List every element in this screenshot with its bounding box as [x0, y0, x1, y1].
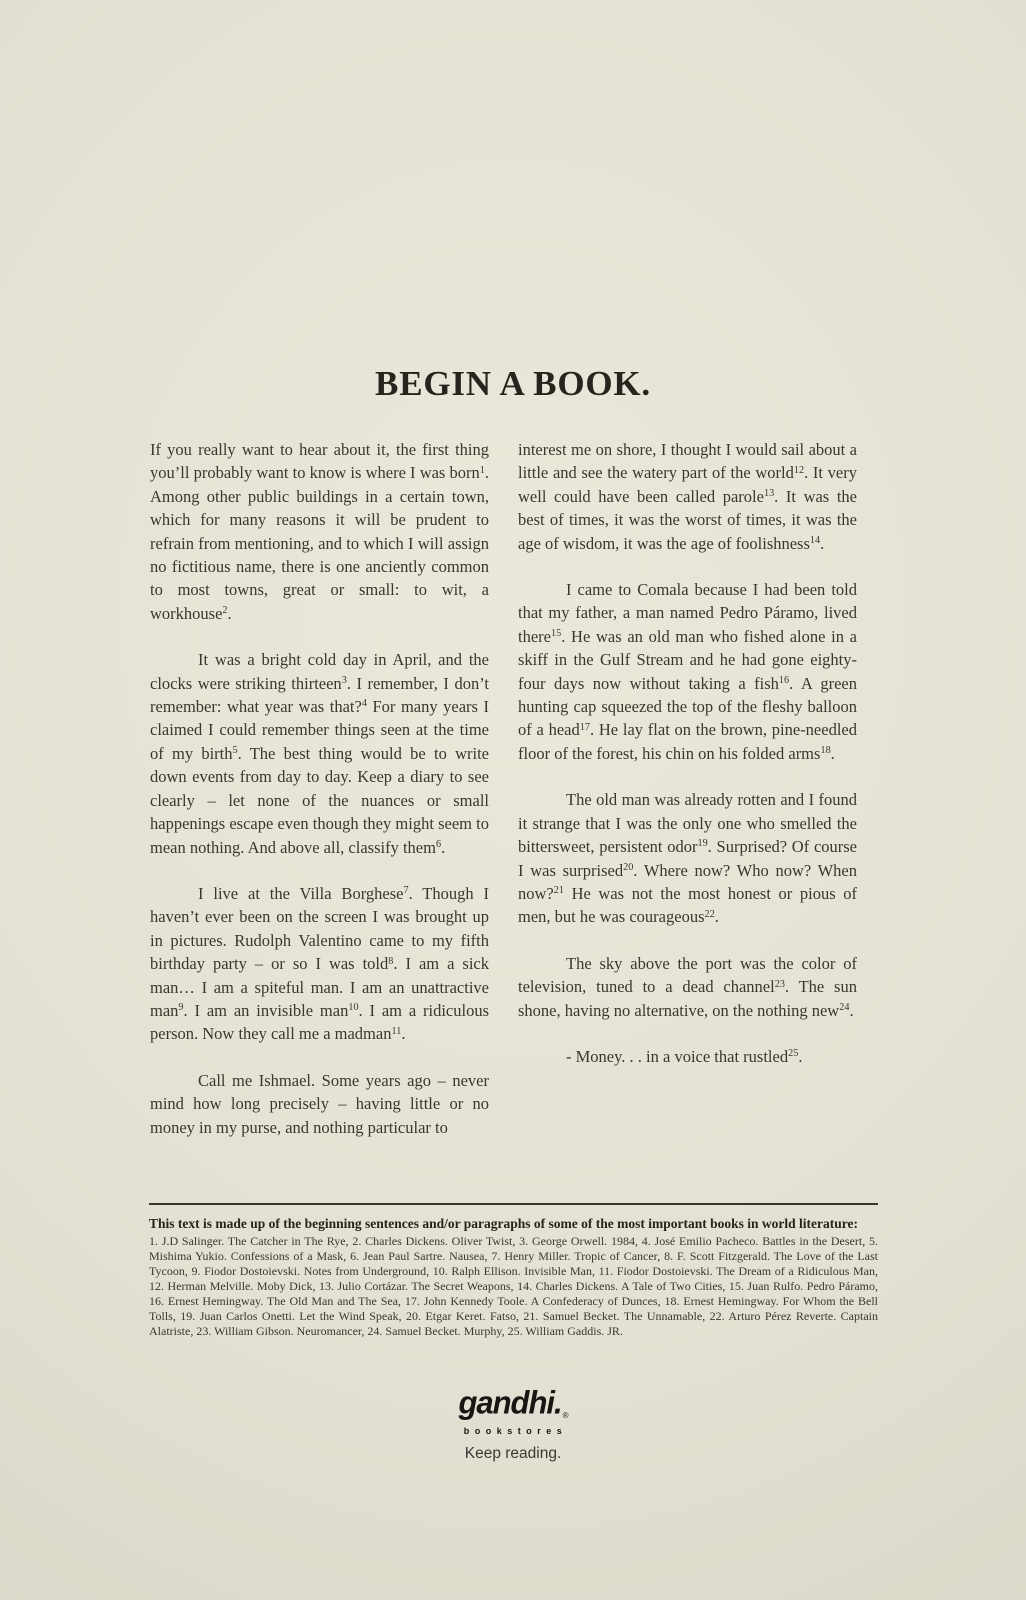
body-paragraph: I came to Comala because I had been told that my father, a man named Pedro Páramo, lived there$^{15}$. He was an old man who fished alone in a skiff in the Gulf Stream and he had gone eighty-four days now without taking a fish$^{16}$. A green hunting cap squeezed the top of the fleshy balloon of a head$^{17}$. He lay flat on the brown, pine-needled floor of the forest, his chin on his folded arms$^{18}$. — [518, 580, 857, 763]
body-text-left-column — [150, 438, 489, 1162]
gandhi-logo — [0, 1384, 1026, 1463]
registered-trademark-icon: ® — [562, 1411, 569, 1420]
body-paragraph: interest me on shore, I thought I would sail about a little and see the watery part of the world$^{12}$. It very well could have been called parole$^{13}$. It was the best of times, it was the worst of times, it was the age of wisdom, it was the age of foolishness$^{14}$. — [518, 440, 857, 553]
body-paragraph: Call me Ishmael. Some years ago – never mind how long precisely – having little or no money in my purse, and nothing particular to — [150, 1070, 489, 1137]
footnote-ref: 10 — [348, 1002, 359, 1014]
footnote-ref: 11 — [391, 1025, 402, 1037]
footnotes-text: 1. J.D Salinger. The Catcher in The Rye, 2. Charles Dickens. Oliver Twist, 3. George Orwell. 1984, 4. José Emilio Pacheco. Battles in the Desert, 5. Mishima Yukio. Confessions of a Mask, 6. Jean Paul Sartre. Nausea, 7. Henry Miller. Tropic of Cancer, 8. F. Scott Fitzgerald. The Love of the Last Tycoon, 9. Fiodor Dostoievski. Notes from Underground, 10. Ralph Ellison. Invisible Man, 11. Fiodor Dostoievski. The Dream of a Ridiculous Man, 12. Herman Melville. Moby Dick, 13. Julio Cortázar. The Secret Weapons, 14. Charles Dickens. A Tale of Two Cities, 15. Juan Rulfo. Pedro Páramo, 16. Ernest Hemingway. The Old Man and The Sea, 17. John Kennedy Toole. A Confederacy of Dunces, 18. Ernest Hemingway. For Whom the Bell Tolls, 19. Juan Carlos Onetti. Let the Wind Speak, 20. Etgar Keret. Fatso, 21. Samuel Becket. The Unnamable, 22. Arturo Pérez Reverte. Captain Alatriste, 23. William Gibson. Neuromancer, 24. Samuel Becket. Murphy, 25. William Gaddis. JR. — [149, 1234, 878, 1338]
footnote-ref: 17 — [579, 721, 590, 733]
footnote-ref: 15 — [550, 628, 562, 640]
footnote-ref: 13 — [763, 488, 775, 500]
logo-wordmark: gandhi. — [458, 1384, 562, 1421]
logo-wordmark-row — [0, 1384, 1026, 1426]
body-paragraph: I live at the Villa Borghese$^7$. Though I haven’t ever been on the screen I was brought up in pictures. Rudolph Valentino came to my fifth birthday party – or so I was told$^8$. I am a sick man… I am a spiteful man. I am an unattractive man$^9$. I am an invisible man$^{10}$. I am a ridiculous person. Now they call me a madman$^{11}$. — [150, 883, 490, 1044]
divider — [149, 1203, 878, 1205]
footnote-ref: 19 — [697, 838, 708, 850]
footnote-ref: 25 — [788, 1048, 799, 1060]
footnote-ref: 8 — [388, 955, 394, 967]
footnote-ref: 22 — [704, 908, 715, 920]
footnote-ref: 5 — [232, 745, 238, 757]
footnote-ref: 23 — [774, 978, 785, 990]
page-title: BEGIN A BOOK. — [375, 364, 651, 403]
body-text — [150, 438, 857, 1162]
footnote-ref: 3 — [341, 675, 347, 687]
footnote-ref: 24 — [839, 1001, 850, 1013]
footnote-ref: 16 — [778, 675, 790, 687]
body-paragraph: The sky above the port was the color of television, tuned to a dead channel$^{23}$. The sun shone, having no alternative, on the nothing new$^{24}$. — [518, 953, 857, 1020]
footnote-ref: 21 — [553, 885, 564, 897]
body-text-right-column — [518, 438, 857, 1162]
footnotes-heading: This text is made up of the beginning sentences and/or paragraphs of some of the most important books in world literature: — [149, 1216, 859, 1231]
body-paragraph: - Money. . . in a voice that rustled$^{25}$. — [566, 1046, 803, 1066]
body-paragraph: It was a bright cold day in April, and the clocks were striking thirteen$^3$. I remember, I don’t remember: what year was that?$^4$ For many years I claimed I could remember things seen at the time of my birth$^5$. The best thing would be to write down events from day to day. Keep a diary to see clearly – let none of the nuances or small happenings escape even though they might seem to mean nothing. And above all, classify them$^6$. — [150, 650, 489, 857]
footnote-ref: 4 — [361, 698, 367, 710]
footnote-ref: 7 — [403, 885, 409, 897]
footnote-ref: 18 — [820, 745, 831, 757]
footnote-ref: 9 — [178, 1002, 184, 1014]
footnotes-section — [149, 1203, 878, 1339]
footnote-ref: 6 — [435, 838, 442, 850]
tagline: Keep reading. — [464, 1445, 562, 1462]
logo-subtitle: bookstores — [463, 1426, 568, 1436]
footnote-ref: 1 — [479, 464, 485, 476]
footnote-ref: 12 — [793, 464, 805, 476]
body-paragraph: The old man was already rotten and I found it strange that I was the only one who smelled the bittersweet, persistent odor$^{19}$. Surprised? Of course I was surprised$^{20}$. Where now? Who now? When now?$^{21}$ He was not the most honest or pious of men, but he was courageous$^{22}$. — [518, 790, 858, 927]
body-paragraph: If you really want to hear about it, the first thing you’ll probably want to know is where I was born$^1$. Among other public buildings in a certain town, which for many reasons it will be prudent to refrain from mentioning, and to which I will assign no fictitious name, there is one anciently common to most towns, great or small: to wit, a workhouse$^2$. — [150, 440, 489, 623]
footnote-ref: 20 — [623, 861, 634, 873]
footnote-ref: 14 — [809, 535, 821, 546]
footnote-ref: 2 — [222, 605, 228, 617]
